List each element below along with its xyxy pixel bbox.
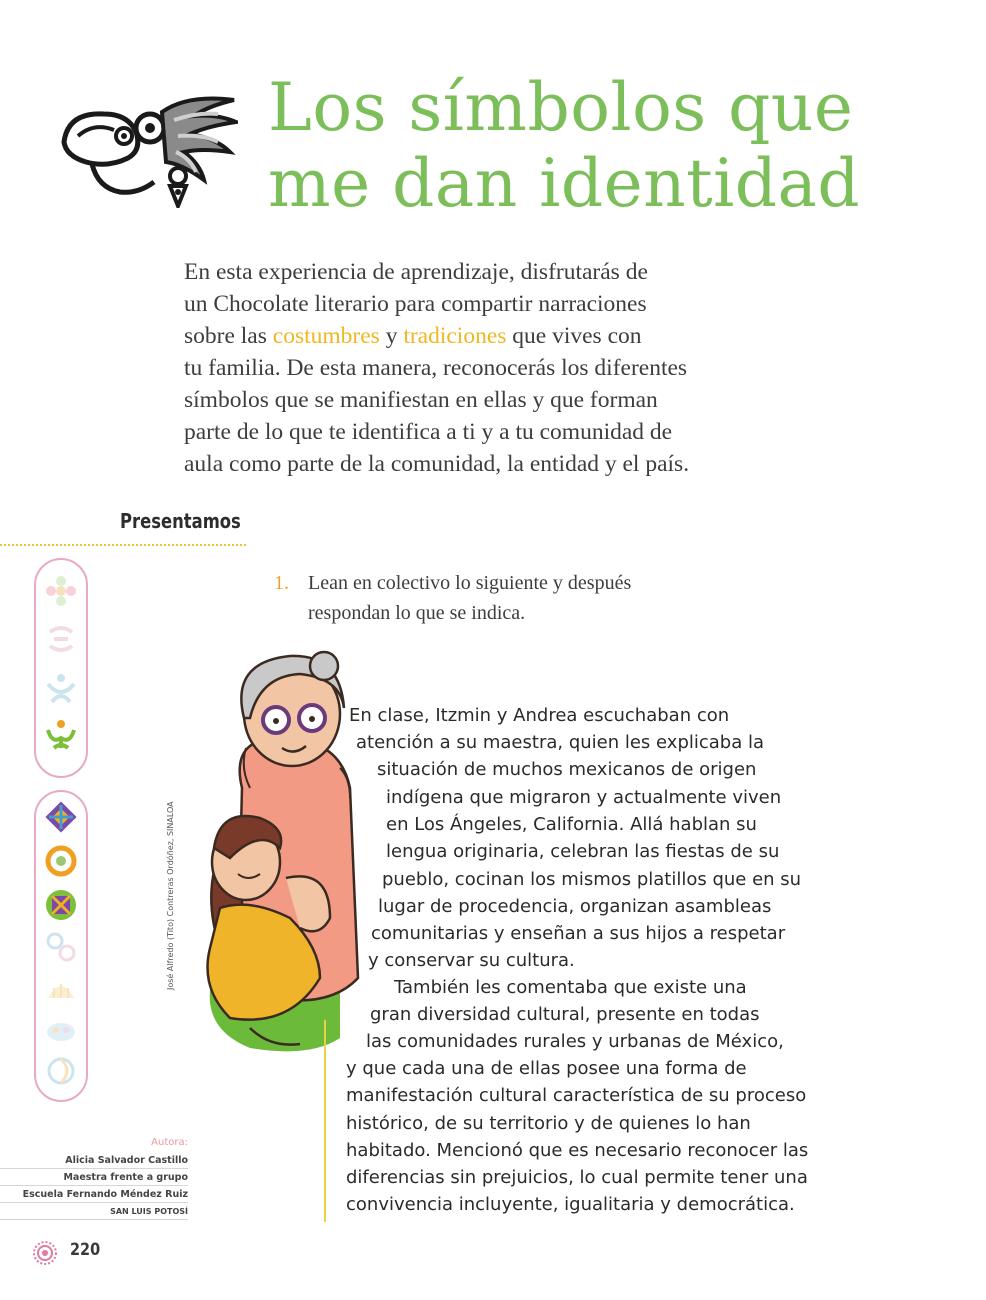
story-line: lengua originaria, celebran las fiestas de su [386,841,780,862]
story-line: y que cada una de ellas posee una forma de [346,1058,747,1079]
story-line: situación de muchos mexicanos de origen [377,759,757,780]
cloud-bird-symbol-icon [44,1014,78,1048]
story-line: diferencias sin prejuicios, lo cual permite tener una [346,1167,808,1188]
story-line: convivencia incluyente, igualitaria y democrática. [346,1194,795,1215]
story-line: en Los Ángeles, California. Allá hablan su [386,814,757,835]
page-title [268,70,968,222]
intro-line: parte de lo que te identifica a ti y a tu comunidad de [184,419,673,445]
story-line: lugar de procedencia, organizan asambleas [378,896,772,917]
story-line: En clase, Itzmin y Andrea escuchaban con [349,705,730,726]
sun-arc-symbol-icon [44,972,78,1006]
section-heading: Presentamos [120,509,241,533]
author-role: Maestra frente a grupo [0,1169,188,1186]
intro-line: símbolos que se manifiestan en ellas y que forman [184,387,658,413]
linked-circles-symbol-icon [44,930,78,964]
activity-number: 1. [274,572,289,594]
author-school: Escuela Fernando Méndez Ruiz [0,1186,188,1203]
story-line: comunitarias y enseñan a sus hijos a respetar [371,923,786,944]
intro-line: aula como parte de la comunidad, la entidad y el país. [184,451,690,477]
section-divider [0,544,246,546]
diamond-knot-symbol-icon [44,800,78,834]
page-number: 220 [70,1240,101,1260]
activity-instruction [274,568,754,628]
highlight-tradiciones: tradiciones [403,323,507,349]
story-side-rule [324,1020,326,1222]
flower-symbol-icon [44,574,78,608]
orange-spiral-symbol-icon [44,844,78,878]
author-state: SAN LUIS POTOSÍ [0,1203,188,1220]
activity-text: Lean en colectivo lo siguiente y después [308,572,632,594]
title-line-1: Los símbolos que [268,69,854,146]
story-line: y conservar su cultura. [368,950,575,971]
intro-line: tu familia. De esta manera, reconocerás los diferentes [184,355,688,381]
intro-line: En esta experiencia de aprendizaje, disfrutarás de [184,259,648,285]
author-name: Alicia Salvador Castillo [0,1152,188,1169]
illustration-credit: José Alfredo (Tito) Contreras Ordóñez, SINALOA [166,801,175,990]
story-line: atención a su maestra, quien les explicaba la [356,732,765,753]
story-line: gran diversidad cultural, presente en todas [370,1004,760,1025]
story-line: las comunidades rurales y urbanas de México, [366,1031,784,1052]
intro-line: un Chocolate literario para compartir narraciones [184,291,647,317]
intro-paragraph [184,256,844,480]
title-line-2: me dan identidad [268,145,861,222]
page-rosette-icon [32,1240,58,1266]
person-leaves-symbol-icon [44,718,78,752]
intro-line: sobre las costumbres y tradiciones que vives con [184,323,642,349]
activity-text: respondan lo que se indica. [308,602,526,624]
story-line: habitado. Mencionó que es necesario reconocer las [346,1140,809,1161]
person-arms-symbol-icon [44,670,78,704]
aztec-serpent-glyph-icon [58,92,238,208]
circle-swirl-symbol-icon [44,1054,78,1088]
story-line: manifestación cultural característica de su proceso [346,1085,807,1106]
story-line: histórico, de su territorio y de quienes lo han [346,1113,751,1134]
story-line: indígena que migraron y actualmente viven [386,787,782,808]
author-label: Autora: [151,1137,188,1148]
highlight-costumbres: costumbres [272,323,380,349]
spiral-figure-symbol-icon [44,622,78,656]
story-line: También les comentaba que existe una [394,977,747,998]
woven-square-symbol-icon [44,888,78,922]
story-line: pueblo, cocinan los mismos platillos que en su [382,869,802,890]
